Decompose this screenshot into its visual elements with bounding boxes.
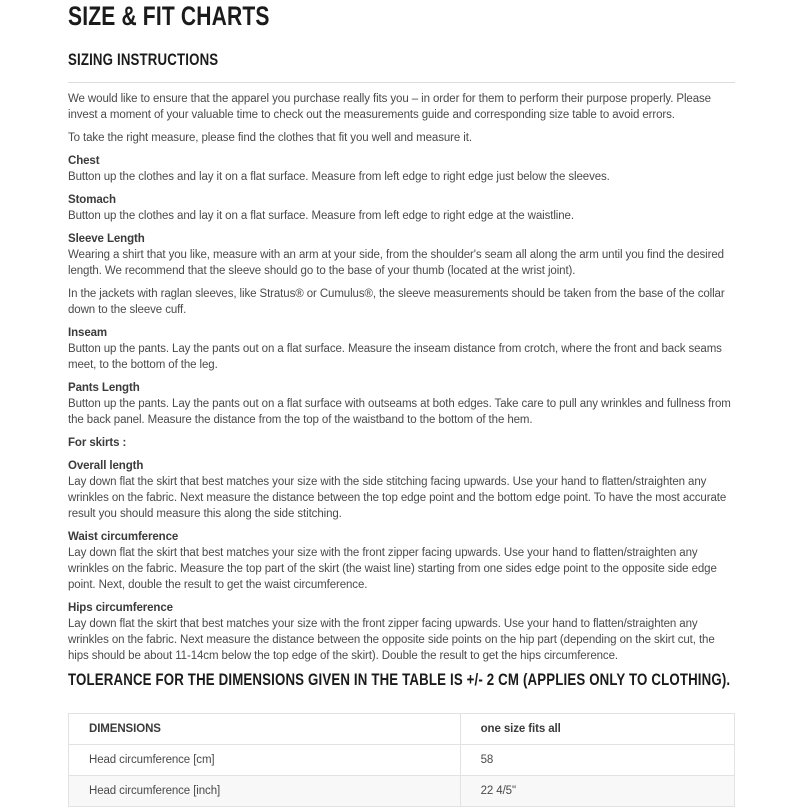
dimension-cell: Head circumference [cm] xyxy=(69,745,461,776)
section-chest xyxy=(68,153,735,185)
section-overall-length xyxy=(68,458,735,522)
section-hips-circumference xyxy=(68,600,735,664)
section-inseam xyxy=(68,325,735,373)
section-paragraph: Button up the clothes and lay it on a flat surface. Measure from left edge to right edge just below the sleeves. xyxy=(68,171,610,183)
column-header-dimensions: DIMENSIONS xyxy=(69,714,461,745)
intro-paragraph: To take the right measure, please find the clothes that fit you well and measure it. xyxy=(68,132,472,144)
section-paragraph: Lay down flat the skirt that best matches your size with the front zipper facing upwards. Use your hand to flatten/straighten any wrinkles on the fabric. Next measure the distance between the opposite side points on the hip part (depending on the skirt cut, the hips should be about 11-14cm below the top edge of the skirt). Double the result to get the hips circumference. xyxy=(68,618,715,662)
section-label: Hips circumference xyxy=(68,602,173,614)
section-paragraph: In the jackets with raglan sleeves, like Stratus® or Cumulus®, the sleeve measurements should be taken from the base of the collar down to the sleeve cuff. xyxy=(68,288,725,316)
value-cell: 22 4/5" xyxy=(460,776,734,807)
section-paragraph: Button up the pants. Lay the pants out on a flat surface. Measure the inseam distance from crotch, where the front and back seams meet, to the bottom of the leg. xyxy=(68,343,722,371)
section-label: Chest xyxy=(68,155,100,167)
section-for-skirts xyxy=(68,435,735,451)
tolerance-heading: TOLERANCE FOR THE DIMENSIONS GIVEN IN THE TABLE IS +/- 2 CM (APPLIES ONLY TO CLOTHING). xyxy=(68,670,731,689)
section-label: Stomach xyxy=(68,194,116,206)
section-label: Sleeve Length xyxy=(68,233,145,245)
section-stomach xyxy=(68,192,735,224)
section-paragraph: Lay down flat the skirt that best matches your size with the front zipper facing upwards. Use your hand to flatten/straighten any wrinkles on the fabric. Measure the top part of the skirt (the waist line) starting from one sides edge point to the opposite side edge point. Next, double the result to get the waist circumference. xyxy=(68,547,717,591)
column-header-one-size: one size fits all xyxy=(460,714,734,745)
table-row xyxy=(69,745,735,776)
section-label: Inseam xyxy=(68,327,108,339)
section-pants-length xyxy=(68,380,735,428)
section-waist-circumference xyxy=(68,529,735,593)
page-title: SIZE & FIT CHARTS xyxy=(68,1,270,31)
table-header-row xyxy=(69,714,735,745)
sizing-instructions-heading: SIZING INSTRUCTIONS xyxy=(68,50,219,69)
section-label: Pants Length xyxy=(68,382,140,394)
dimension-cell: Head circumference [inch] xyxy=(69,776,461,807)
section-label: For skirts : xyxy=(68,437,127,449)
size-table xyxy=(68,713,735,807)
section-paragraph: Button up the clothes and lay it on a flat surface. Measure from left edge to right edge at the waistline. xyxy=(68,210,574,222)
table-row xyxy=(69,776,735,807)
section-label: Overall length xyxy=(68,460,144,472)
horizontal-divider xyxy=(68,82,735,83)
section-paragraph: Lay down flat the skirt that best matches your size with the side stitching facing upwards. Use your hand to flatten/straighten any wrinkles on the fabric. Next measure the distance between the top edge point and the bottom edge point. To have the most accurate result you should measure this along the side stitching. xyxy=(68,476,727,520)
section-label: Waist circumference xyxy=(68,531,179,543)
value-cell: 58 xyxy=(460,745,734,776)
section-sleeve-length xyxy=(68,231,735,318)
intro-paragraph: We would like to ensure that the apparel you purchase really fits you – in order for them to perform their purpose properly. Please invest a moment of your valuable time to check out the measurements guide and corresponding size table to avoid errors. xyxy=(68,93,711,121)
section-paragraph: Wearing a shirt that you like, measure with an arm at your side, from the shoulder's seam all along the arm until you find the desired length. We recommend that the sleeve should go to the base of your thumb (located at the wrist joint). xyxy=(68,249,724,277)
section-paragraph: Button up the pants. Lay the pants out on a flat surface with outseams at both edges. Take care to pull any wrinkles and fullness from the back panel. Measure the distance from the top of the waistband to the bottom of the hem. xyxy=(68,398,731,426)
